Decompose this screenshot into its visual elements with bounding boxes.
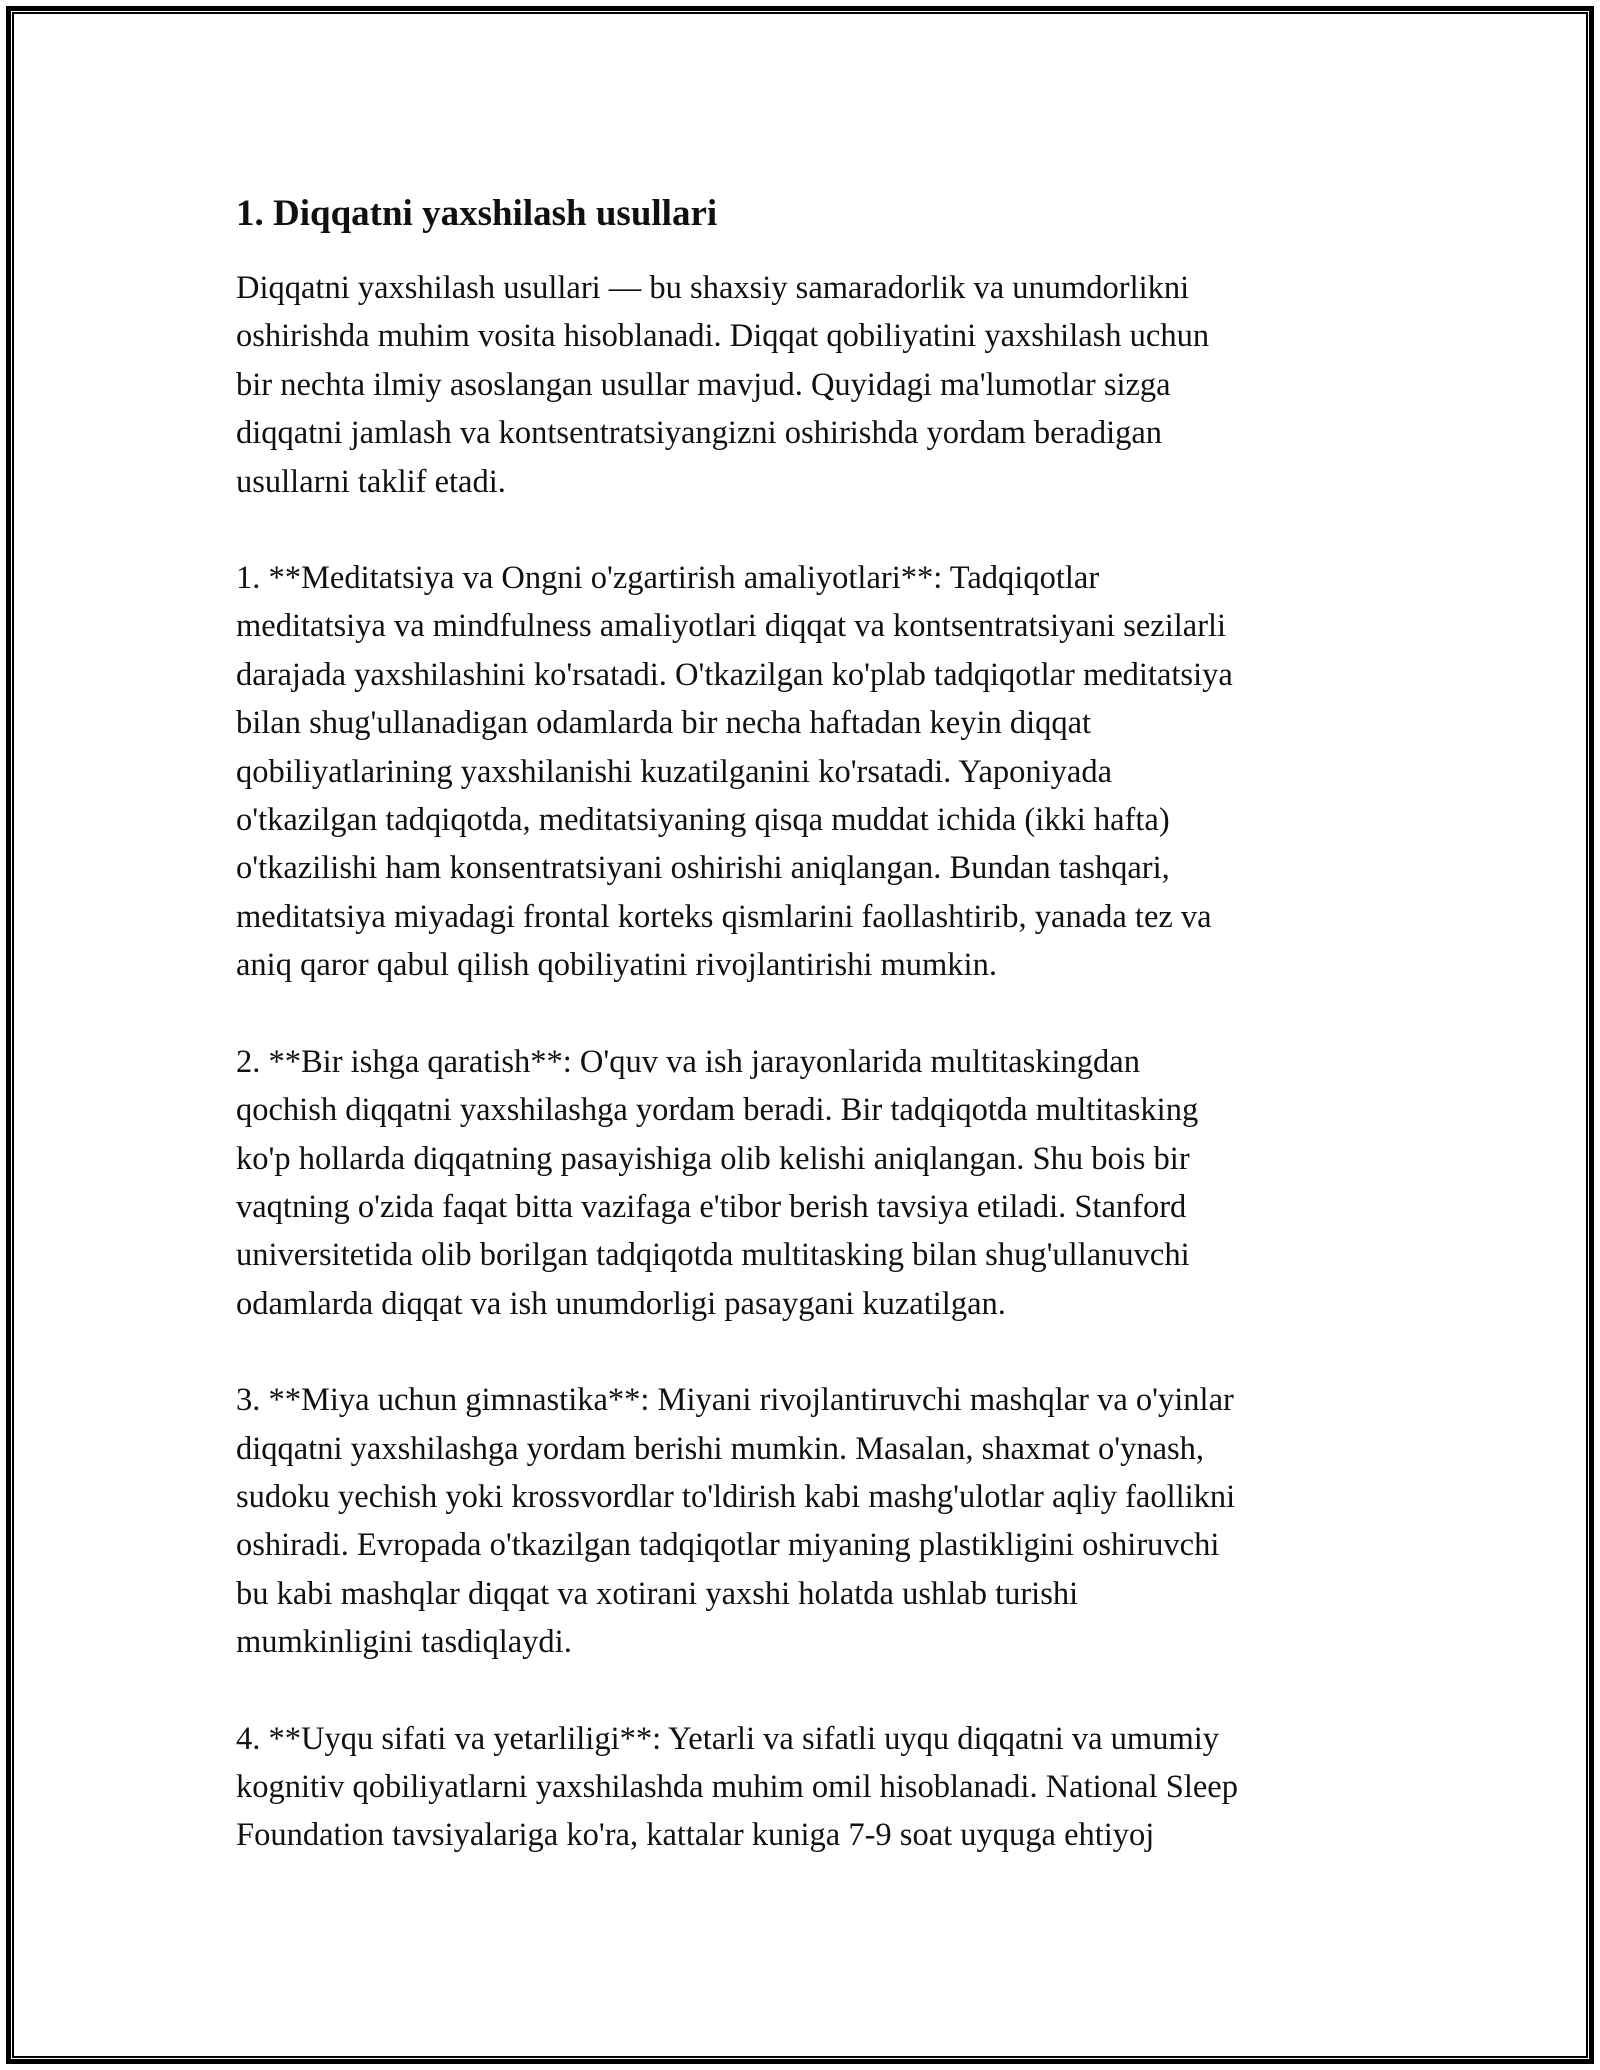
document-heading: 1. Diqqatni yaxshilash usullari [236,193,718,234]
list-item-single-task: 2. **Bir ishga qaratish**: O'quv va ish jarayonlarida multitaskingdan qochish diqqatni yaxshilashga yordam beradi. Bir tadqiqotda multitasking ko'p hollarda diqqatning pasayishiga olib kelishi aniqlangan. Shu bois bir vaqtning o'zida faqat bitta vazifaga e'tibor berish tavsiya etiladi. Stanford universitetida olib borilgan tadqiqotda multitasking bilan shug'ullanuvchi odamlarda diqqat va ish unumdorligi pasaygani kuzatilgan. [236,1043,1199,1322]
intro-paragraph: Diqqatni yaxshilash usullari — bu shaxsiy samaradorlik va unumdorlikni oshirishda muhim vosita hisoblanadi. Diqqat qobiliyatini yaxshilash uchun bir nechta ilmiy asoslangan usullar mavjud. Quyidagi ma'lumotlar sizga diqqatni jamlash va kontsentratsiyangizni oshirishda yordam beradigan usullarni taklif etadi. [236,270,1210,500]
list-item-sleep: 4. **Uyqu sifati va yetarliligi**: Yetarli va sifatli uyqu diqqatni va umumiy kognitiv qobiliyatlarni yaxshilashda muhim omil hisoblanadi. National Sleep Foundation tavsiyalariga ko'ra, kattalar kuniga 7-9 soat uyquga ehtiyoj [236,1720,1238,1854]
list-item-brain-gymnastics: 3. **Miya uchun gimnastika**: Miyani rivojlantiruvchi mashqlar va o'yinlar diqqatni yaxshilashga yordam berishi mumkin. Masalan, shaxmat o'ynash, sudoku yechish yoki krossvordlar to'ldirish kabi mashg'ulotlar aqliy faollikni oshiradi. Evropada o'tkazilgan tadqiqotlar miyaning plastikligini oshiruvchi bu kabi mashqlar diqqat va xotirani yaxshi holatda ushlab turishi mumkinligini tasdiqlaydi. [236,1382,1236,1661]
document-body [236,186,1386,1908]
list-item-meditation: 1. **Meditatsiya va Ongni o'zgartirish amaliyotlari**: Tadqiqotlar meditatsiya va mindfulness amaliyotlari diqqat va kontsentratsiyani sezilarli darajada yaxshilashini ko'rsatadi. O'tkazilgan ko'plab tadqiqotlar meditatsiya bilan shug'ullanadigan odamlarda bir necha haftadan keyin diqqat qobiliyatlarining yaxshilanishi kuzatilganini ko'rsatadi. Yaponiyada o'tkazilgan tadqiqotda, meditatsiyaning qisqa muddat ichida (ikki hafta) o'tkazilishi ham konsentratsiyani oshirishi aniqlangan. Bundan tashqari, meditatsiya miyadagi frontal korteks qismlarini faollashtirib, yanada tez va aniq qaror qabul qilish qobiliyatini rivojlantirishi mumkin. [236,560,1233,984]
